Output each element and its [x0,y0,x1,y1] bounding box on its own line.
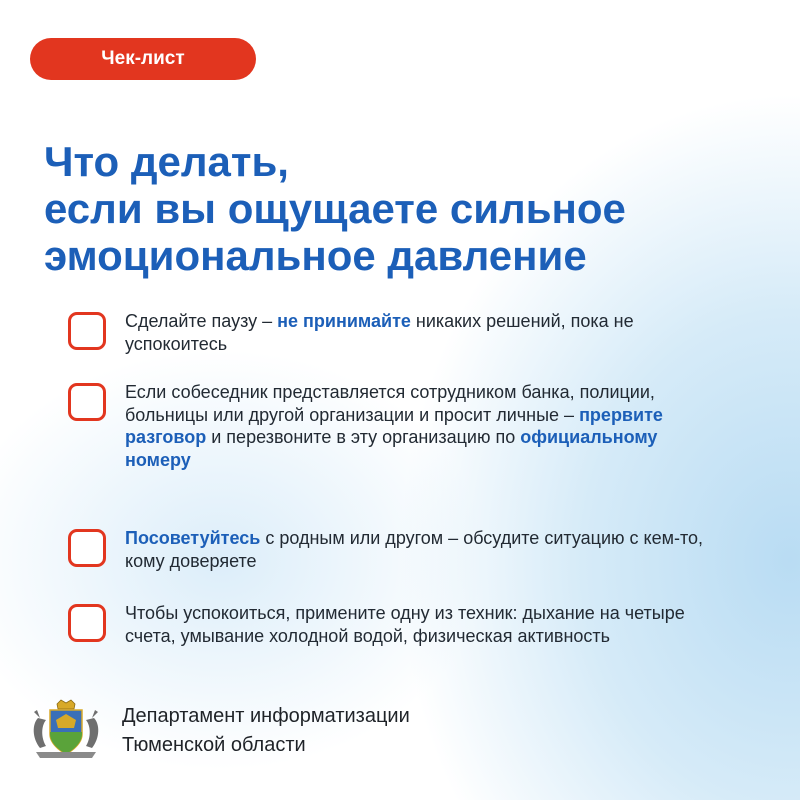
text-segment: с родным или другом – обсудите ситуацию с кем-то, кому доверяете [125,528,704,571]
department-line-2: Тюменской области [122,734,306,756]
checklist-badge: Чек-лист [30,38,256,80]
checkbox-icon[interactable] [68,529,106,567]
text-segment: и перезвоните в эту организацию по [206,427,521,447]
text-segment: Сделайте паузу – [125,311,278,331]
checklist-item-text [125,527,705,572]
highlight-text: Посоветуйтесь [125,528,261,548]
page-title [44,138,784,279]
checklist-item-text [125,602,705,647]
checkbox-icon[interactable] [68,604,106,642]
checklist-item-text [125,310,705,355]
title-line-1: Что делать, [44,138,289,185]
highlight-text: прервите разговор [125,404,663,447]
department-line-1: Департамент информатизации [122,705,410,727]
text-segment: никаких решений, пока не успокоитесь [125,311,634,354]
title-line-3: эмоциональное давление [44,232,587,279]
highlight-text: официальному номеру [125,427,658,470]
title-line-2: если вы ощущаете сильное [44,185,626,232]
highlight-text: не принимайте [277,311,411,331]
coat-of-arms-icon [28,698,104,760]
checkbox-icon[interactable] [68,383,106,421]
department-name [122,702,542,760]
text-segment: Если собеседник представляется сотрудником банка, полиции, больницы или другой организации и просит личные – [125,382,655,425]
checkbox-icon[interactable] [68,312,106,350]
checklist-item-text [125,381,685,471]
text-segment: Чтобы успокоиться, примените одну из техник: дыхание на четыре счета, умывание холодной водой, физическая активность [125,603,685,646]
